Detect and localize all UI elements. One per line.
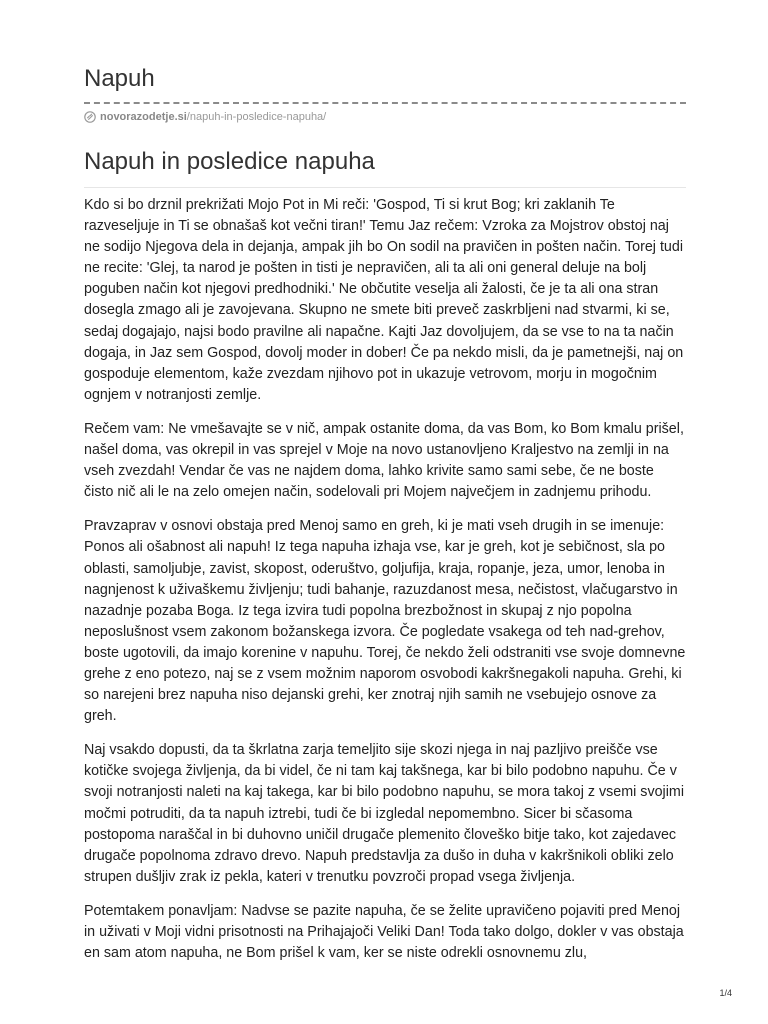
article-title: Napuh in posledice napuha xyxy=(84,148,375,175)
link-icon xyxy=(84,111,96,123)
paragraph: Pravzaprav v osnovi obstaja pred Menoj samo en greh, ki je mati vseh drugih in se imenuje: Ponos ali ošabnost ali napuh! Iz tega napuha izhaja vse, kar je greh, kot je sebičnost, sla po oblasti, samoljubje, zavist, skopost, oderuštvo, goljufija, kraja, ropanje, jeza, umor, lenoba in nagnjenost k uživaškemu življenju; tudi bahanje, razuzdanost mesa, nečistost, vlačugarstvo in nazadnje pozaba Boga. Iz tega izvira tudi popolna brezbožnost in skupaj z njo popolna neposlušnost vsem zakonom božanskega izvora. Če pogledate vsakega od teh nad-grehov, boste ugotovili, da imajo korenine v napuhu. Torej, če nekdo želi odstraniti vse svoje domnevne grehe z eno potezo, naj se z vsem možnim naporom osvobodi kakršnegakoli napuha. Grehi, ki so narejeni brez napuha niso dejanski grehi, ker znotraj njih samih ne vsebujejo osnove za greh. xyxy=(84,518,686,725)
paragraph: Potemtakem ponavljam: Nadvse se pazite napuha, če se želite upravičeno pojaviti pred Menoj in uživati v Moji vidni prisotnosti na Prihajajoči Veliki Dan! Toda tako dolgo, dokler v vas obstaja en sam atom napuha, ne Bom prišel k vam, ker se niste odrekli osnovnemu zlu, xyxy=(84,902,684,962)
dashed-divider xyxy=(84,102,686,104)
title-divider xyxy=(84,187,686,188)
source-path[interactable]: /napuh-in-posledice-napuha/ xyxy=(186,111,327,123)
site-title: Napuh xyxy=(84,65,155,92)
paragraph: Rečem vam: Ne vmešavajte se v nič, ampak ostanite doma, da vas Bom, ko Bom kmalu prišel, našel doma, vas okrepil in vas sprejel v Moje na novo ustanovljeno Kraljestvo na zemlji in na vseh zvezdah! Vendar če vas ne najdem doma, lahko krivite samo sami sebe, če ne boste čisto nič ali le na zelo omejen način, sodelovali pri Mojem največjem in zadnjemu prihodu. xyxy=(84,420,684,501)
document-page xyxy=(84,62,686,977)
page-number: 1/4 xyxy=(719,988,732,998)
article-body xyxy=(84,195,686,964)
source-domain[interactable]: novorazodetje.si xyxy=(100,111,187,123)
paragraph: Naj vsakdo dopusti, da ta škrlatna zarja temeljito sije skozi njega in naj pazljivo preišče vse kotičke svojega življenja, da bi videl, če ni tam kaj takšnega, kar bi bilo podobno napuhu. Če v svoji notranjosti naleti na kaj takega, kar bi bilo podobno napuhu, se mora takoj z vsemi svojimi močmi potruditi, da ta napuh iztrebi, tudi če bi izgledal nepomembno. Sicer bi sčasoma postopoma naraščal in bi duhovno uničil drugače plemenito človeško bitje tako, kot zajedavec drugače popolnoma zdravo drevo. Napuh predstavlja za dušo in duha v kakršnikoli obliki zelo strupen dušljiv zrak iz pekla, kateri v trenutku povzroči propad vsega življenja. xyxy=(84,742,684,885)
source-url[interactable] xyxy=(84,109,686,125)
paragraph: Kdo si bo drznil prekrižati Mojo Pot in Mi reči: 'Gospod, Ti si krut Bog; kri zaklanih Te razveseljuje in Ti se obnašaš kot večni tiran!' Temu Jaz rečem: Vzroka za Mojstrov obstoj naj ne sodijo Njegova dela in dejanja, ampak jih bo On sodil na pravičen in pošten način. Torej tudi ne recite: 'Glej, ta narod je pošten in tisti je nepravičen, ali ta ali oni general deluje na bolj poguben način kot njegovi predhodniki.' Ne občutite veselja ali žalosti, če je ta ali ona stran dosegla zmago ali je zavojevana. Skupno ne smete biti preveč zaskrbljeni nad stvarmi, ki se, sedaj dogajajo, najsi bodo pravilne ali napačne. Kajti Jaz dovoljujem, da se vse to na ta način dogaja, in Jaz sem Gospod, dovolj moder in dober! Če pa nekdo misli, da je pametnejši, naj on gospoduje elementom, kaže zvezdam njihovo pot in ukazuje vetrovom, morju in mogočnim ognjem v notranjosti zemlje. xyxy=(84,197,684,403)
